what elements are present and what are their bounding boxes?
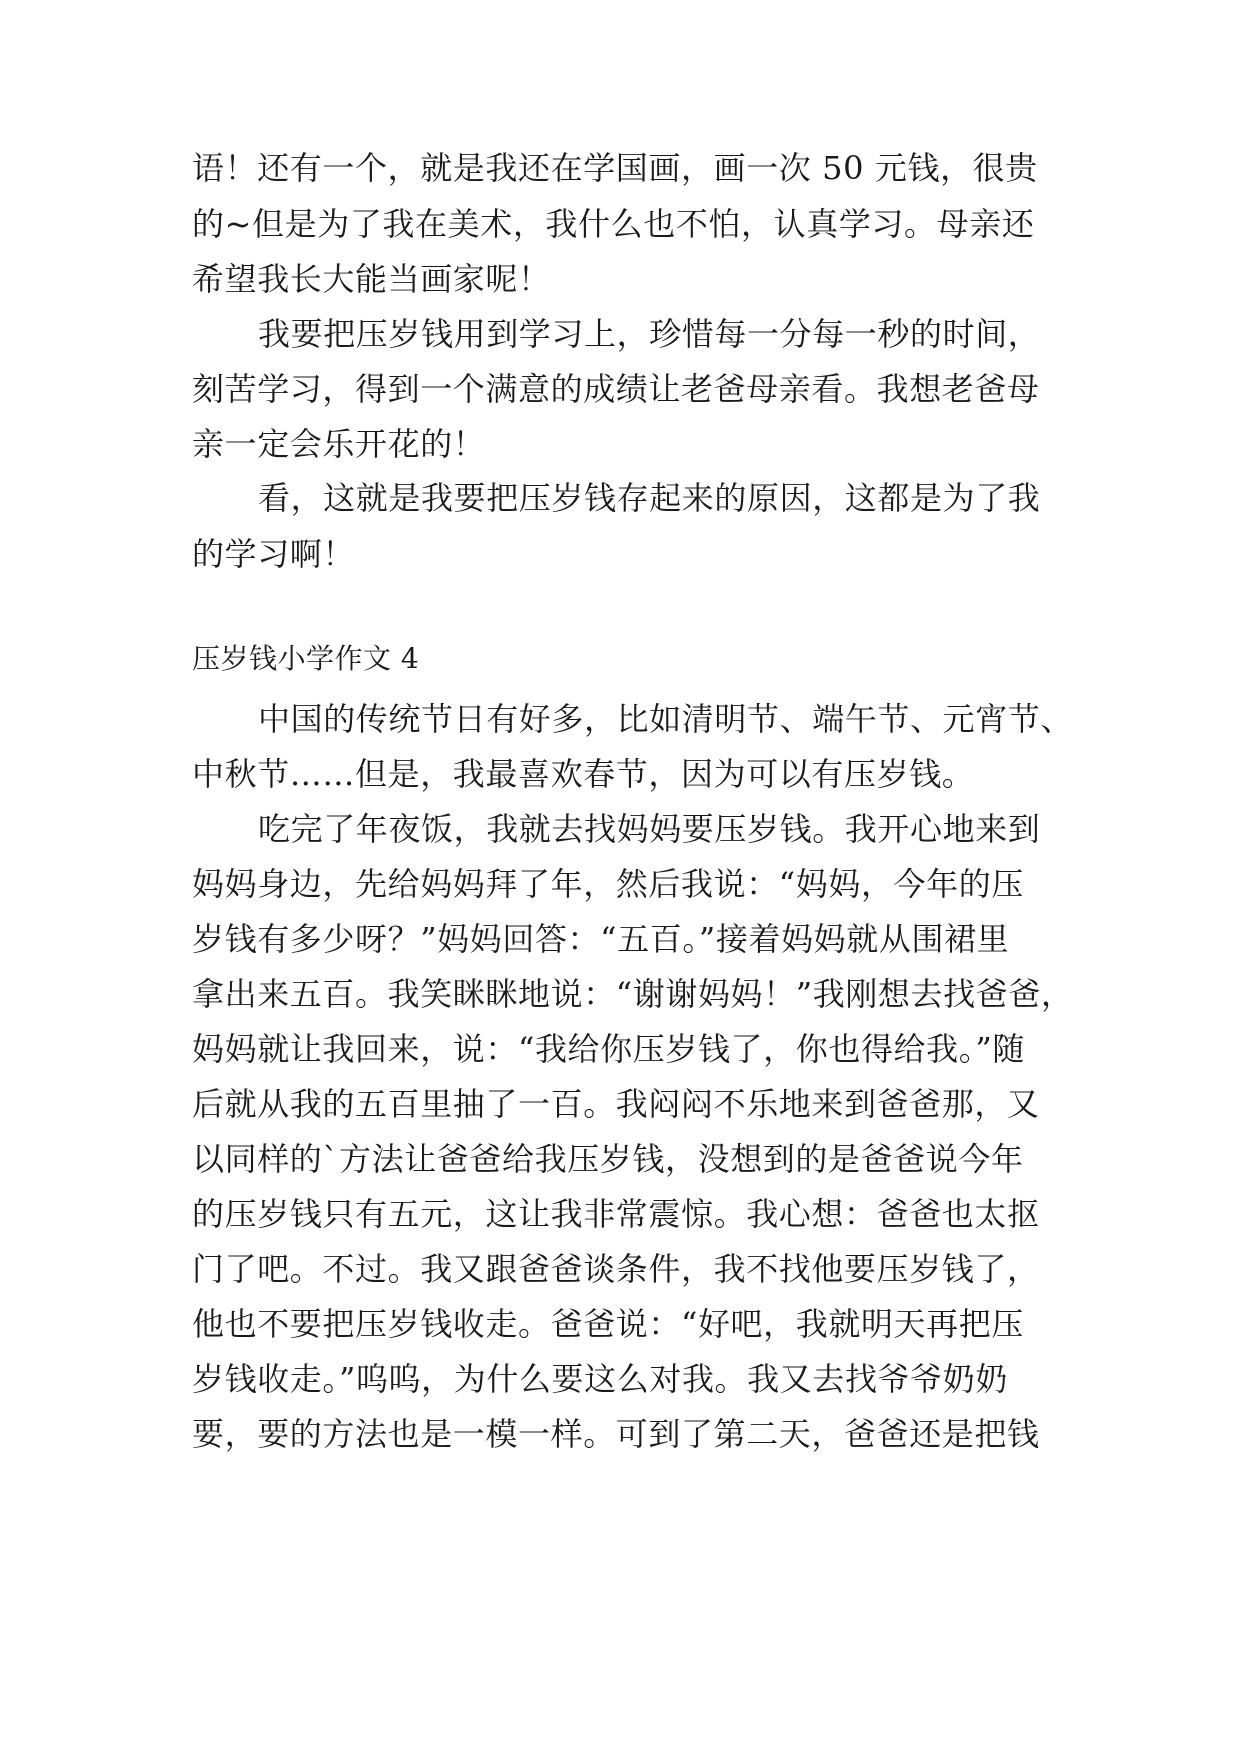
body-line: 以同样的`方法让爸爸给我压岁钱，没想到的是爸爸说今年 xyxy=(192,1140,1024,1178)
body-line: 拿出来五百。我笑眯眯地说：“谢谢妈妈！”我刚想去找爸爸， xyxy=(192,975,1074,1013)
body-line: 的压岁钱只有五元，这让我非常震惊。我心想：爸爸也太抠 xyxy=(192,1195,1040,1233)
body-line: 妈妈就让我回来，说：“我给你压岁钱了，你也得给我。”随 xyxy=(192,1030,1025,1068)
body-line: 的~但是为了我在美术，我什么也不怕，认真学习。母亲还 xyxy=(192,205,1035,243)
body-line: 中秋节……但是，我最喜欢春节，因为可以有压岁钱。 xyxy=(192,755,975,793)
body-line: 妈妈身边，先给妈妈拜了年，然后我说：“妈妈，今年的压 xyxy=(192,865,1024,903)
body-line: 我要把压岁钱用到学习上，珍惜每一分每一秒的时间， xyxy=(258,315,1041,353)
body-line: 门了吧。不过。我又跟爸爸谈条件，我不找他要压岁钱了， xyxy=(192,1250,1040,1288)
body-line: 要，要的方法也是一模一样。可到了第二天，爸爸还是把钱 xyxy=(192,1415,1040,1453)
body-line: 岁钱有多少呀？”妈妈回答：“五百。”接着妈妈就从围裙里 xyxy=(192,920,1010,958)
body-line: 希望我长大能当画家呢！ xyxy=(192,260,551,298)
body-line: 的学习啊！ xyxy=(192,535,356,573)
body-line: 岁钱收走。”呜呜，为什么要这么对我。我又去找爷爷奶奶 xyxy=(192,1360,1008,1398)
section-title: 压岁钱小学作文 4 xyxy=(192,642,420,675)
body-line: 刻苦学习，得到一个满意的成绩让老爸母亲看。我想老爸母 xyxy=(192,370,1040,408)
body-line: 吃完了年夜饭，我就去找妈妈要压岁钱。我开心地来到 xyxy=(258,810,1041,848)
body-line: 他也不要把压岁钱收走。爸爸说：“好吧，我就明天再把压 xyxy=(192,1305,1024,1343)
body-line: 看，这就是我要把压岁钱存起来的原因，这都是为了我 xyxy=(258,479,1041,517)
body-line: 语！还有一个，就是我还在学国画，画一次 50 元钱，很贵 xyxy=(192,149,1038,187)
body-line: 中国的传统节日有好多，比如清明节、端午节、元宵节、 xyxy=(258,700,1074,738)
body-line: 亲一定会乐开花的！ xyxy=(192,425,486,463)
body-line: 后就从我的五百里抽了一百。我闷闷不乐地来到爸爸那，又 xyxy=(192,1085,1040,1123)
